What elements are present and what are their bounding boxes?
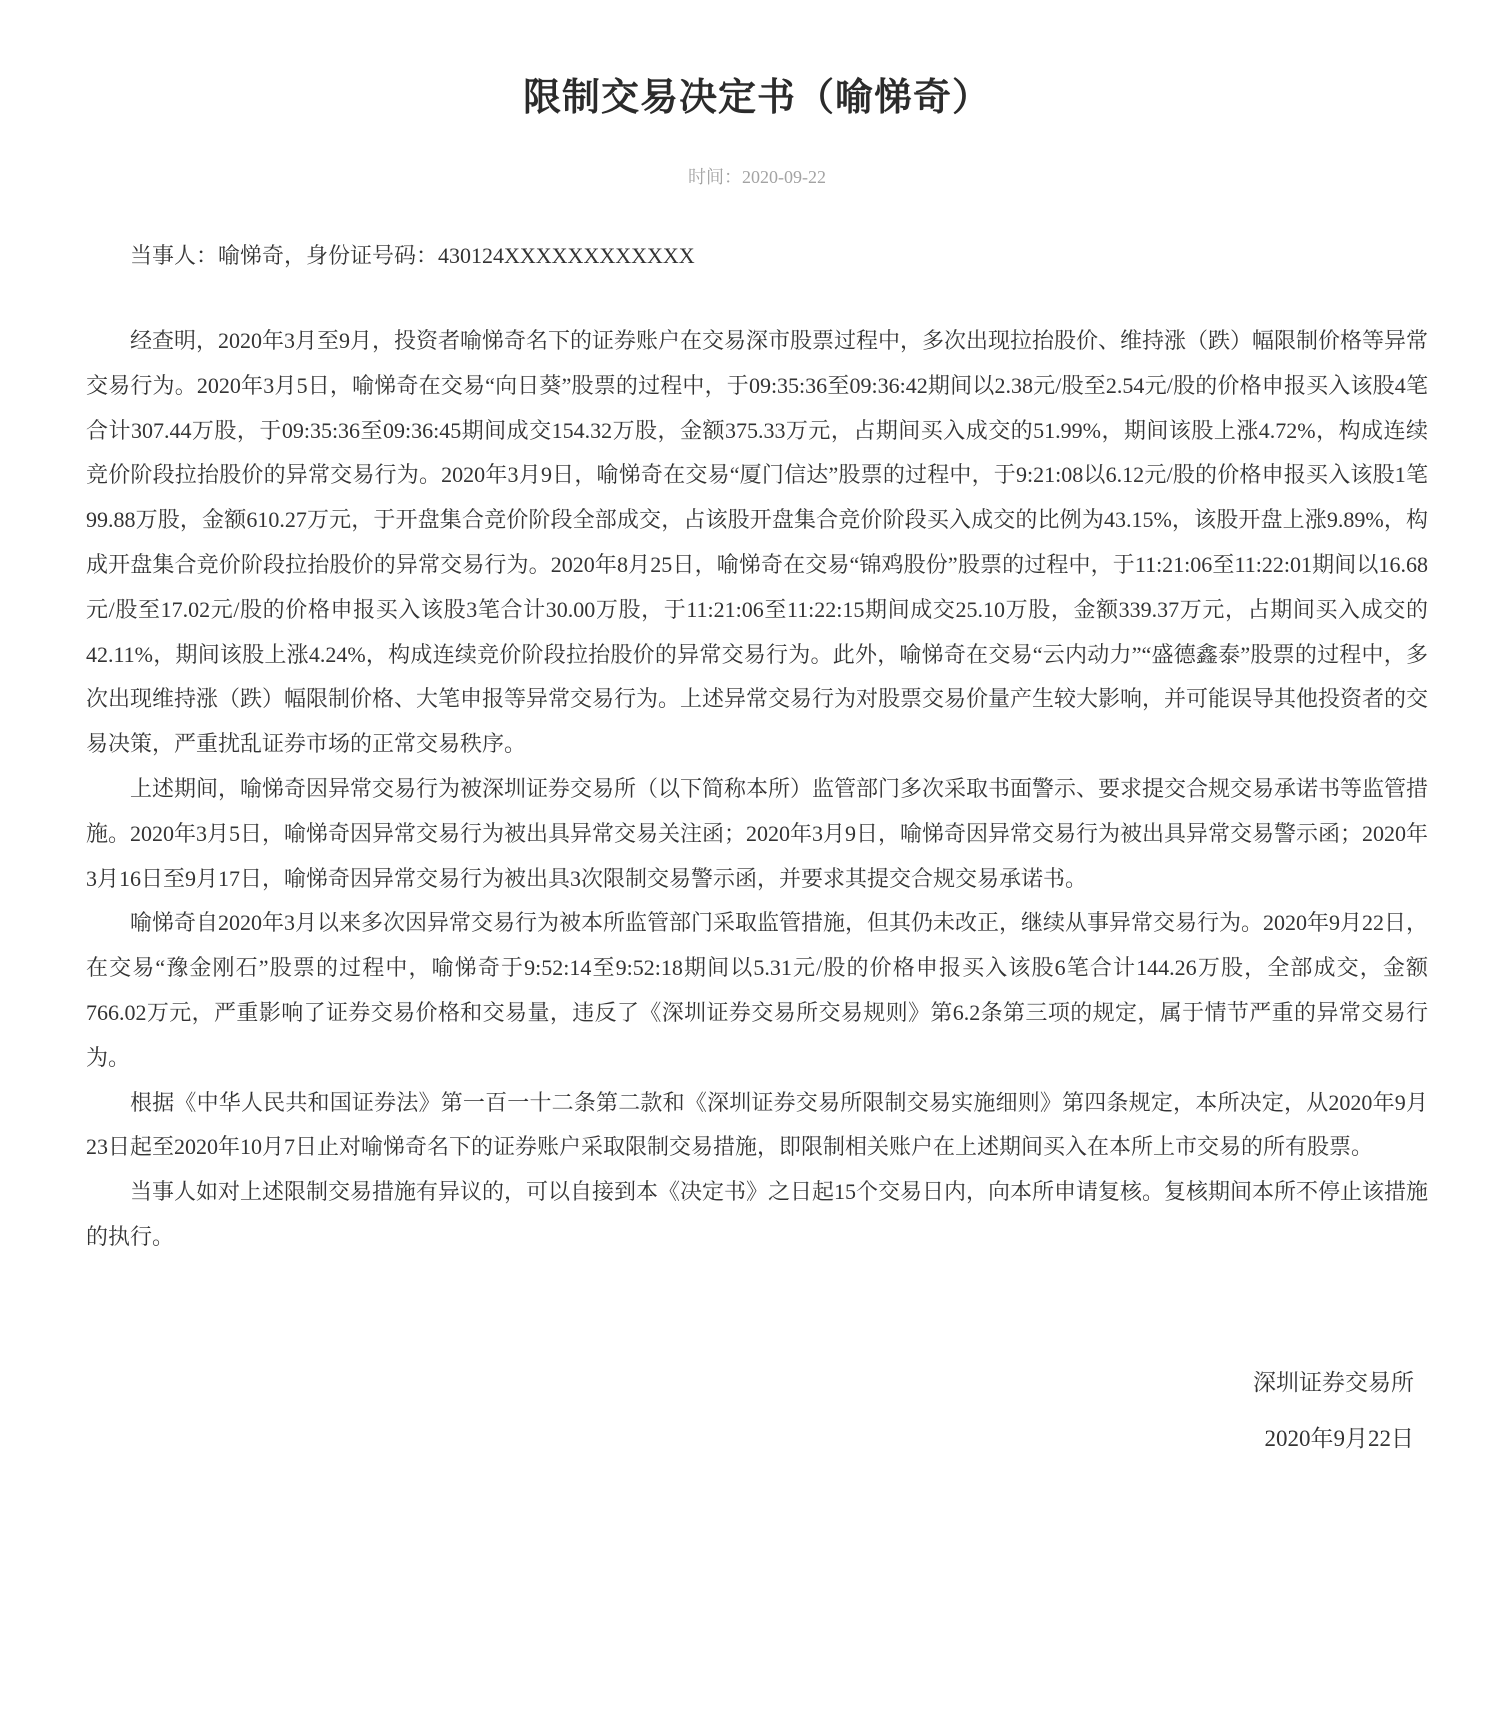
paragraph-continued-violation: 喻悌奇自2020年3月以来多次因异常交易行为被本所监管部门采取监管措施，但其仍未改正，继续从事异常交易行为。2020年9月22日，在交易“豫金刚石”股票的过程中，喻悌奇于9:52:14至9:52:18期间以5.31元/股的价格申报买入该股6笔合计144.26万股，全部成交，金额766.02万元，严重影响了证券交易价格和交易量，违反了《深圳证券交易所交易规则》第6.2条第三项的规定，属于情节严重的异常交易行为。: [86, 910, 1429, 1070]
document-body: [86, 319, 1428, 1260]
paragraph-appeal-rights: 当事人如对上述限制交易措施有异议的，可以自接到本《决定书》之日起15个交易日内，向本所申请复核。复核期间本所不停止该措施的执行。: [86, 1179, 1429, 1249]
signature-block: [86, 1355, 1428, 1467]
issuer-name: 深圳证券交易所: [1253, 1369, 1414, 1395]
paragraph-prior-measures: 上述期间，喻悌奇因异常交易行为被深圳证券交易所（以下简称本所）监管部门多次采取书面警示、要求提交合规交易承诺书等监管措施。2020年3月5日，喻悌奇因异常交易行为被出具异常交易关注函；2020年3月9日，喻悌奇因异常交易行为被出具异常交易警示函；2020年3月16日至9月17日，喻悌奇因异常交易行为被出具3次限制交易警示函，并要求其提交合规交易承诺书。: [86, 775, 1429, 891]
party-info-line: 当事人：喻悌奇，身份证号码：430124XXXXXXXXXXXX: [130, 243, 695, 268]
paragraph-decision: 根据《中华人民共和国证券法》第一百一十二条第二款和《深圳证券交易所限制交易实施细则》第四条规定，本所决定，从2020年9月23日起至2020年10月7日止对喻悌奇名下的证券账户采取限制交易措施，即限制相关账户在上述期间买入在本所上市交易的所有股票。: [86, 1089, 1428, 1160]
issue-date: 2020年9月22日: [1264, 1425, 1414, 1451]
page-title: 限制交易决定书（喻悌奇）: [522, 77, 991, 119]
publish-time: 时间：2020-09-22: [688, 167, 826, 187]
paragraph-findings: 经查明，2020年3月至9月，投资者喻悌奇名下的证券账户在交易深市股票过程中，多次出现拉抬股价、维持涨（跌）幅限制价格等异常交易行为。2020年3月5日，喻悌奇在交易“向日葵”股票的过程中，于09:35:36至09:36:42期间以2.38元/股至2.54元/股的价格申报买入该股4笔合计307.44万股，于09:35:36至09:36:45期间成交154.32万股，金额375.33万元，占期间买入成交的51.99%，期间该股上涨4.72%，构成连续竞价阶段拉抬股价的异常交易行为。2020年3月9日，喻悌奇在交易“厦门信达”股票的过程中，于9:21:08以6.12元/股的价格申报买入该股1笔99.88万股，金额610.27万元，于开盘集合竞价阶段全部成交，占该股开盘集合竞价阶段买入成交的比例为43.15%，该股开盘上涨9.89%，构成开盘集合竞价阶段拉抬股价的异常交易行为。2020年8月25日，喻悌奇在交易“锦鸡股份”股票的过程中，于11:21:06至11:22:01期间以16.68元/股至17.02元/股的价格申报买入该股3笔合计30.00万股，于11:21:06至11:22:15期间成交25.10万股，金额339.37万元，占期间买入成交的42.11%，期间该股上涨4.24%，构成连续竞价阶段拉抬股价的异常交易行为。此外，喻悌奇在交易“云内动力”“盛德鑫泰”股票的过程中，多次出现维持涨（跌）幅限制价格、大笔申报等异常交易行为。上述异常交易行为对股票交易价量产生较大影响，并可能误导其他投资者的交易决策，严重扰乱证券市场的正常交易秩序。: [86, 328, 1429, 757]
